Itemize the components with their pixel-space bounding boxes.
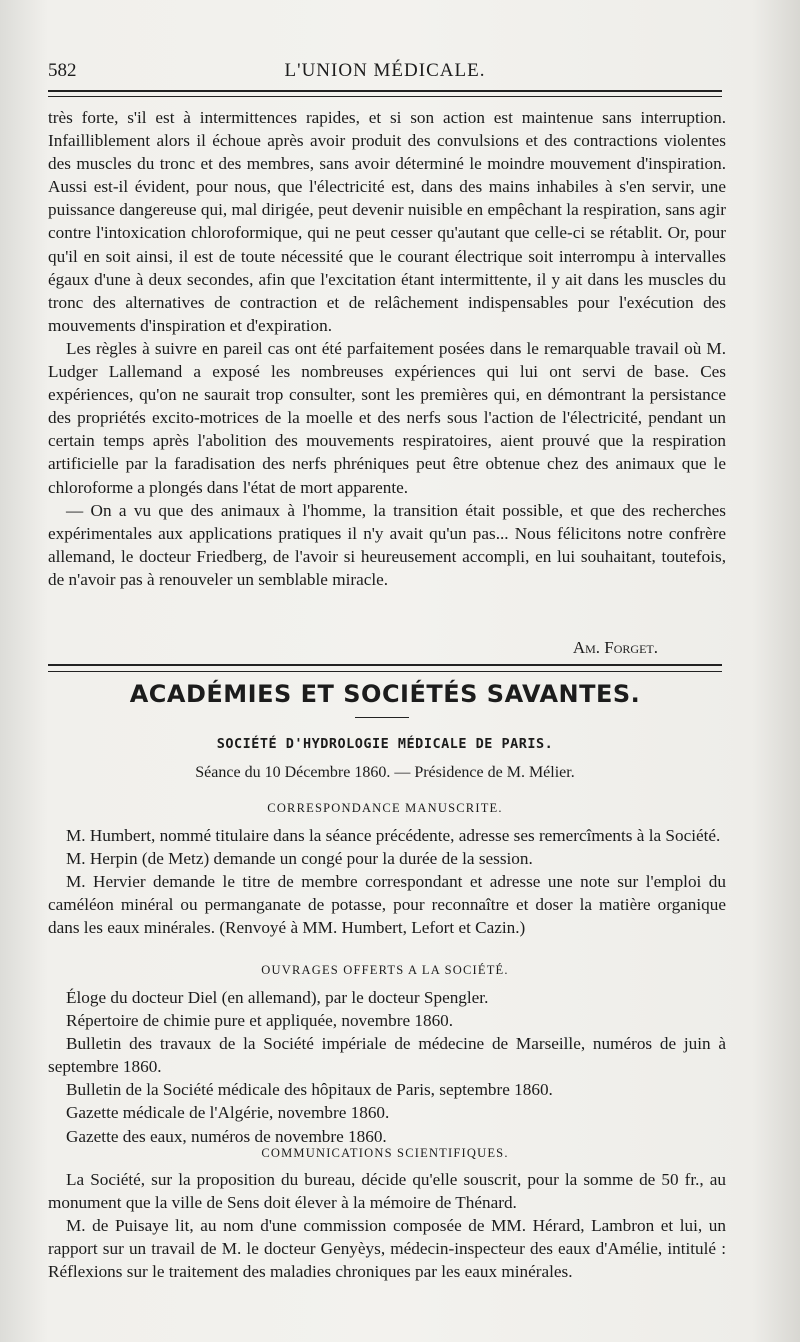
correspondance-heading: CORRESPONDANCE MANUSCRITE. (267, 801, 503, 815)
page-header (48, 60, 722, 84)
section-rule (48, 664, 722, 672)
section-short-rule (355, 717, 409, 718)
essay-text (48, 106, 726, 591)
list-item: M. de Puisaye lit, au nom d'une commission composée de MM. Hérard, Lambron et lui, un rapport sur un travail de M. le docteur Genyèys, médecin-inspecteur des eaux d'Amélie, intitulé : Réflexions sur le traitement des maladies chroniques par les eaux minérales. (48, 1216, 726, 1282)
section-heading: ACADÉMIES ET SOCIÉTÉS SAVANTES. (129, 680, 641, 708)
list-item: Répertoire de chimie pure et appliquée, novembre 1860. (66, 1011, 454, 1031)
ouvrages-list (48, 986, 726, 1148)
society-name: SOCIÉTÉ D'HYDROLOGIE MÉDICALE DE PARIS. (216, 736, 554, 752)
list-item: Gazette médicale de l'Algérie, novembre 1860. (66, 1103, 390, 1123)
session-line: Séance du 10 Décembre 1860. — Présidence de M. Mélier. (195, 764, 575, 781)
list-item: Bulletin des travaux de la Société impériale de médecine de Marseille, numéros de juin à septembre 1860. (48, 1034, 726, 1077)
list-item: La Société, sur la proposition du bureau, décide qu'elle souscrit, pour la somme de 50 fr., au monument que la ville de Sens doit élever à la mémoire de Thénard. (48, 1170, 726, 1213)
essay-paragraph: très forte, s'il est à intermittences rapides, et si son action est maintenue sans interruption. Infailliblement alors il échoue après avoir produit des convulsions et des contractions violentes des muscles du tronc et des membres, sans avoir déterminé le moindre mouvement d'inspiration. Aussi est-il évident, pour nous, que l'électricité est, dans des mains inhabiles à s'en servir, une puissance dangereuse qui, mal dirigée, peut devenir nuisible en empêchant la respiration, sans agir contre l'intoxication chloroformique, qui ne peut cesser qu'autant que celle-ci se rétablit. Or, pour qu'il en soit ainsi, il est de toute nécessité que le courant électrique soit interrompu à intervalles égaux d'une à deux secondes, afin que l'excitation étant intermittente, il y ait dans les muscles du tronc des alternatives de contraction et de relâchement indispensables pour l'exécution des mouvements d'inspiration et d'expiration. (48, 108, 726, 335)
communications-heading: COMMUNICATIONS SCIENTIFIQUES. (261, 1146, 509, 1160)
essay-paragraph: — On a vu que des animaux à l'homme, la transition était possible, et que des recherches expérimentales aux applications pratiques il n'y avait qu'un pas... Nous félicitons notre confrère allemand, le docteur Friedberg, de l'avoir si heureusement accompli, en lui souhaitant, toutefois, de n'avoir pas à renouveler un semblable miracle. (48, 500, 726, 589)
essay-paragraph: Les règles à suivre en pareil cas ont été parfaitement posées dans le remarquable travail où M. Ludger Lallemand a exposé les nombreuses expériences qui lui ont servi de base. Ces expériences, qu'on ne saurait trop consulter, sont les premières qui, en démontrant la persistance des propriétés excito-motrices de la moelle et des nerfs sous l'action de l'électricité, pendant un certain temps après l'abolition des mouvements respiratoires, aient prouvé que la respiration artificielle par la faradisation des nerfs phréniques peut être obtenue chez des animaux que le chloroforme a plongés dans l'état de mort apparente. (48, 338, 726, 497)
communications-list (48, 1168, 726, 1283)
list-item: Éloge du docteur Diel (en allemand), par le docteur Spengler. (66, 988, 489, 1007)
page-number: 582 (48, 60, 77, 81)
list-item: Bulletin de la Société médicale des hôpitaux de Paris, septembre 1860. (66, 1080, 553, 1100)
correspondance-list (48, 824, 726, 939)
list-item: M. Herpin (de Metz) demande un congé pour la durée de la session. (66, 849, 533, 869)
list-item: Gazette des eaux, numéros de novembre 1860. (66, 1126, 387, 1146)
header-rule (48, 90, 722, 97)
list-item: M. Humbert, nommé titulaire dans la séance précédente, adresse ses remercîments à la Société. (66, 826, 721, 845)
running-title: L'UNION MÉDICALE. (284, 60, 486, 81)
list-item: M. Hervier demande le titre de membre correspondant et adresse une note sur l'emploi du caméléon minéral ou permanganate de potasse, pour reconnaître et doser la matière organique dans les eaux minérales. (Renvoyé à MM. Humbert, Lefort et Cazin.) (48, 872, 726, 938)
ouvrages-heading: OUVRAGES OFFERTS A LA SOCIÉTÉ. (261, 963, 509, 977)
author-signature: Am. Forget. (572, 638, 658, 657)
